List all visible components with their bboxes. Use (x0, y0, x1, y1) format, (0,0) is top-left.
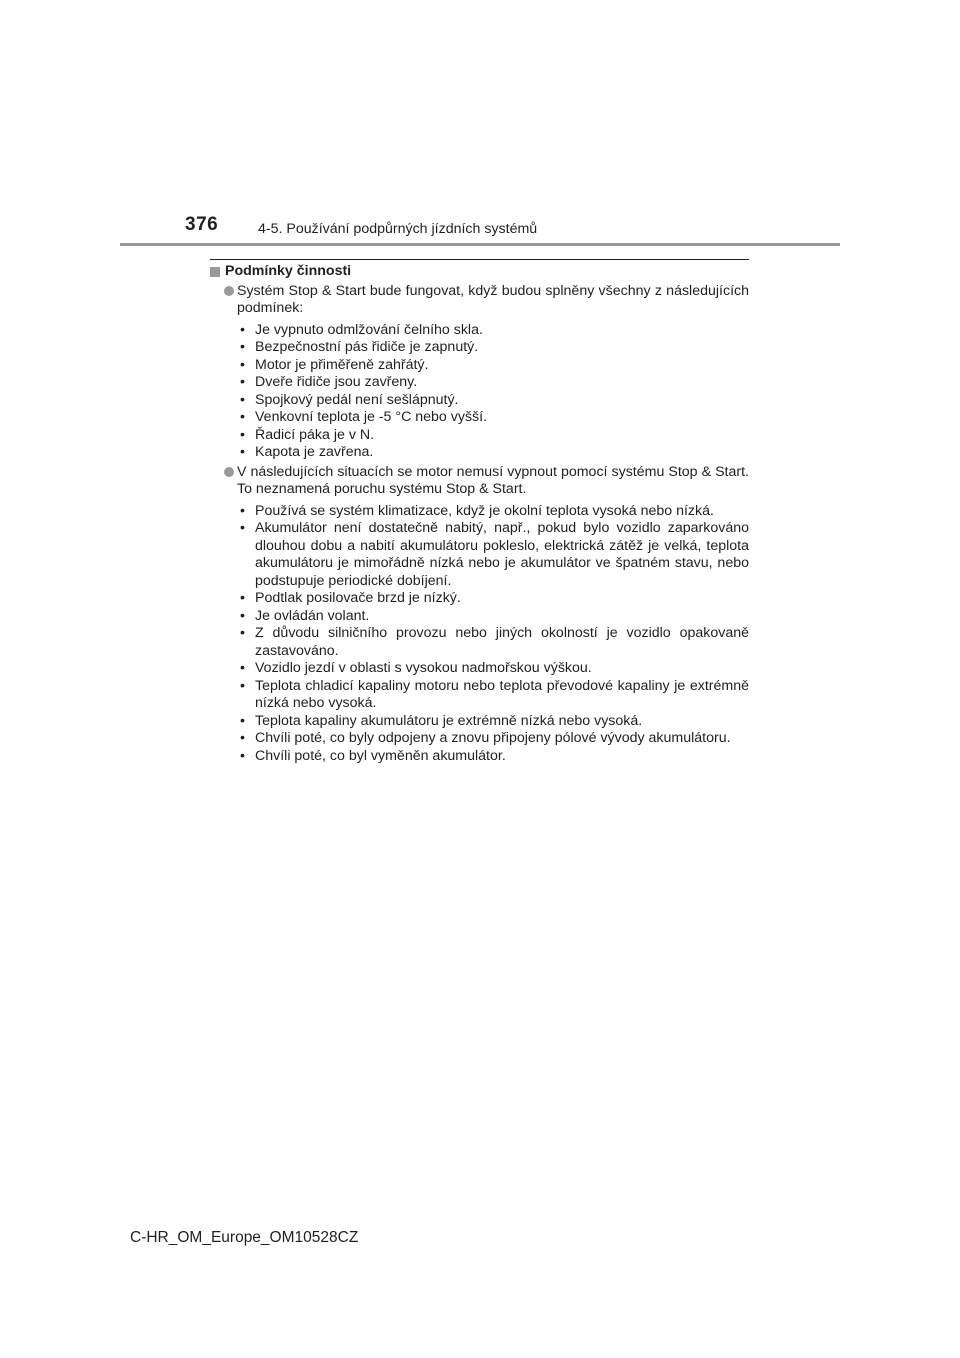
bullet-icon: • (240, 356, 245, 373)
bullet-icon: • (240, 321, 245, 338)
bullet-icon: • (240, 730, 245, 746)
list-item-text: Systém Stop & Start bude fungovat, když budou splněny všechny z následujících podmínek: (237, 282, 749, 316)
sub-list-item: • Venkovní teplota je -5 °C nebo vyšší. (240, 409, 488, 425)
sub-list (210, 503, 749, 766)
sub-list-item: • Spojkový pedál není sešlápnutý. (240, 391, 459, 408)
bullet-icon: • (240, 677, 245, 694)
sub-list-item: • Podtlak posilovače brzd je nízký. (240, 590, 461, 606)
sub-list-item: • Dveře řidiče jsou zavřeny. (240, 374, 418, 390)
sub-list-item: • Chvíli poté, co byly odpojeny a znovu připojeny pólové vývody akumulátoru. (240, 730, 731, 746)
list-item (210, 283, 749, 318)
round-bullet-icon (224, 467, 234, 477)
sub-list-item: • Z důvodu silničního provozu nebo jiných okolností je vozidlo opakovaně zastavováno. (240, 625, 749, 659)
sub-list-item: • Používá se systém klimatizace, když je okolní teplota vysoká nebo nízká. (240, 502, 714, 519)
sub-list-item: • Chvíli poté, co byl vyměněn akumulátor. (240, 747, 506, 764)
content-section (210, 263, 749, 767)
round-bullet-icon (224, 286, 234, 296)
bullet-icon: • (240, 374, 245, 390)
page-header (0, 0, 960, 250)
section-heading-text: Podmínky činnosti (225, 263, 352, 279)
list-item-text: V následujících situacích se motor nemusí vypnout pomocí systému Stop & Start. To neznamená poruchu systému Stop & Start. (237, 463, 749, 497)
sub-list-item: • Vozidlo jezdí v oblasti s vysokou nadmořskou výškou. (240, 660, 592, 676)
bullet-icon: • (240, 426, 245, 443)
square-bullet-icon (210, 267, 220, 277)
document-id: C-HR_OM_Europe_OM10528CZ (130, 1229, 359, 1246)
header-divider (120, 243, 840, 246)
sub-list-item: • Je ovládán volant. (240, 607, 370, 624)
sub-list (210, 322, 749, 462)
sub-list-item: • Je vypnuto odmlžování čelního skla. (240, 321, 483, 338)
bullet-icon: • (240, 590, 245, 606)
sub-list-item: • Akumulátor není dostatečně nabitý, např., pokud bylo vozidlo zaparkováno dlouhou dobu a nabití akumulátoru pokleslo, elektrická zátěž je velká, teplota akumulátoru je mimořádně nízká nebo je akumulátor ve špatném stavu, nebo podstupuje periodické dobíjení. (240, 520, 749, 589)
bullet-icon: • (240, 607, 245, 624)
bullet-icon: • (240, 502, 245, 519)
sub-list-item: • Kapota je zavřena. (240, 444, 374, 460)
bullet-icon: • (240, 444, 245, 460)
sub-list-item: • Teplota chladicí kapaliny motoru nebo teplota převodové kapaliny je extrémně nízká nebo vysoká. (240, 677, 749, 711)
bullet-icon: • (240, 747, 245, 764)
bullet-icon: • (240, 391, 245, 408)
section-title: 4-5. Používání podpůrných jízdních systémů (258, 221, 538, 237)
sub-list-item: • Řadicí páka je v N. (240, 426, 375, 443)
sub-list-item: • Motor je přiměřeně zahřátý. (240, 356, 429, 373)
sub-list-item: • Teplota kapaliny akumulátoru je extrémně nízká nebo vysoká. (240, 712, 643, 729)
section-heading (210, 263, 749, 281)
content-divider (210, 259, 749, 260)
bullet-icon: • (240, 520, 245, 536)
page-number: 376 (185, 214, 219, 235)
list-item (210, 464, 749, 499)
bullet-icon: • (240, 409, 245, 425)
bullet-icon: • (240, 712, 245, 729)
sub-list-item: • Bezpečnostní pás řidiče je zapnutý. (240, 339, 479, 355)
bullet-icon: • (240, 339, 245, 355)
bullet-icon: • (240, 660, 245, 676)
bullet-icon: • (240, 625, 245, 641)
